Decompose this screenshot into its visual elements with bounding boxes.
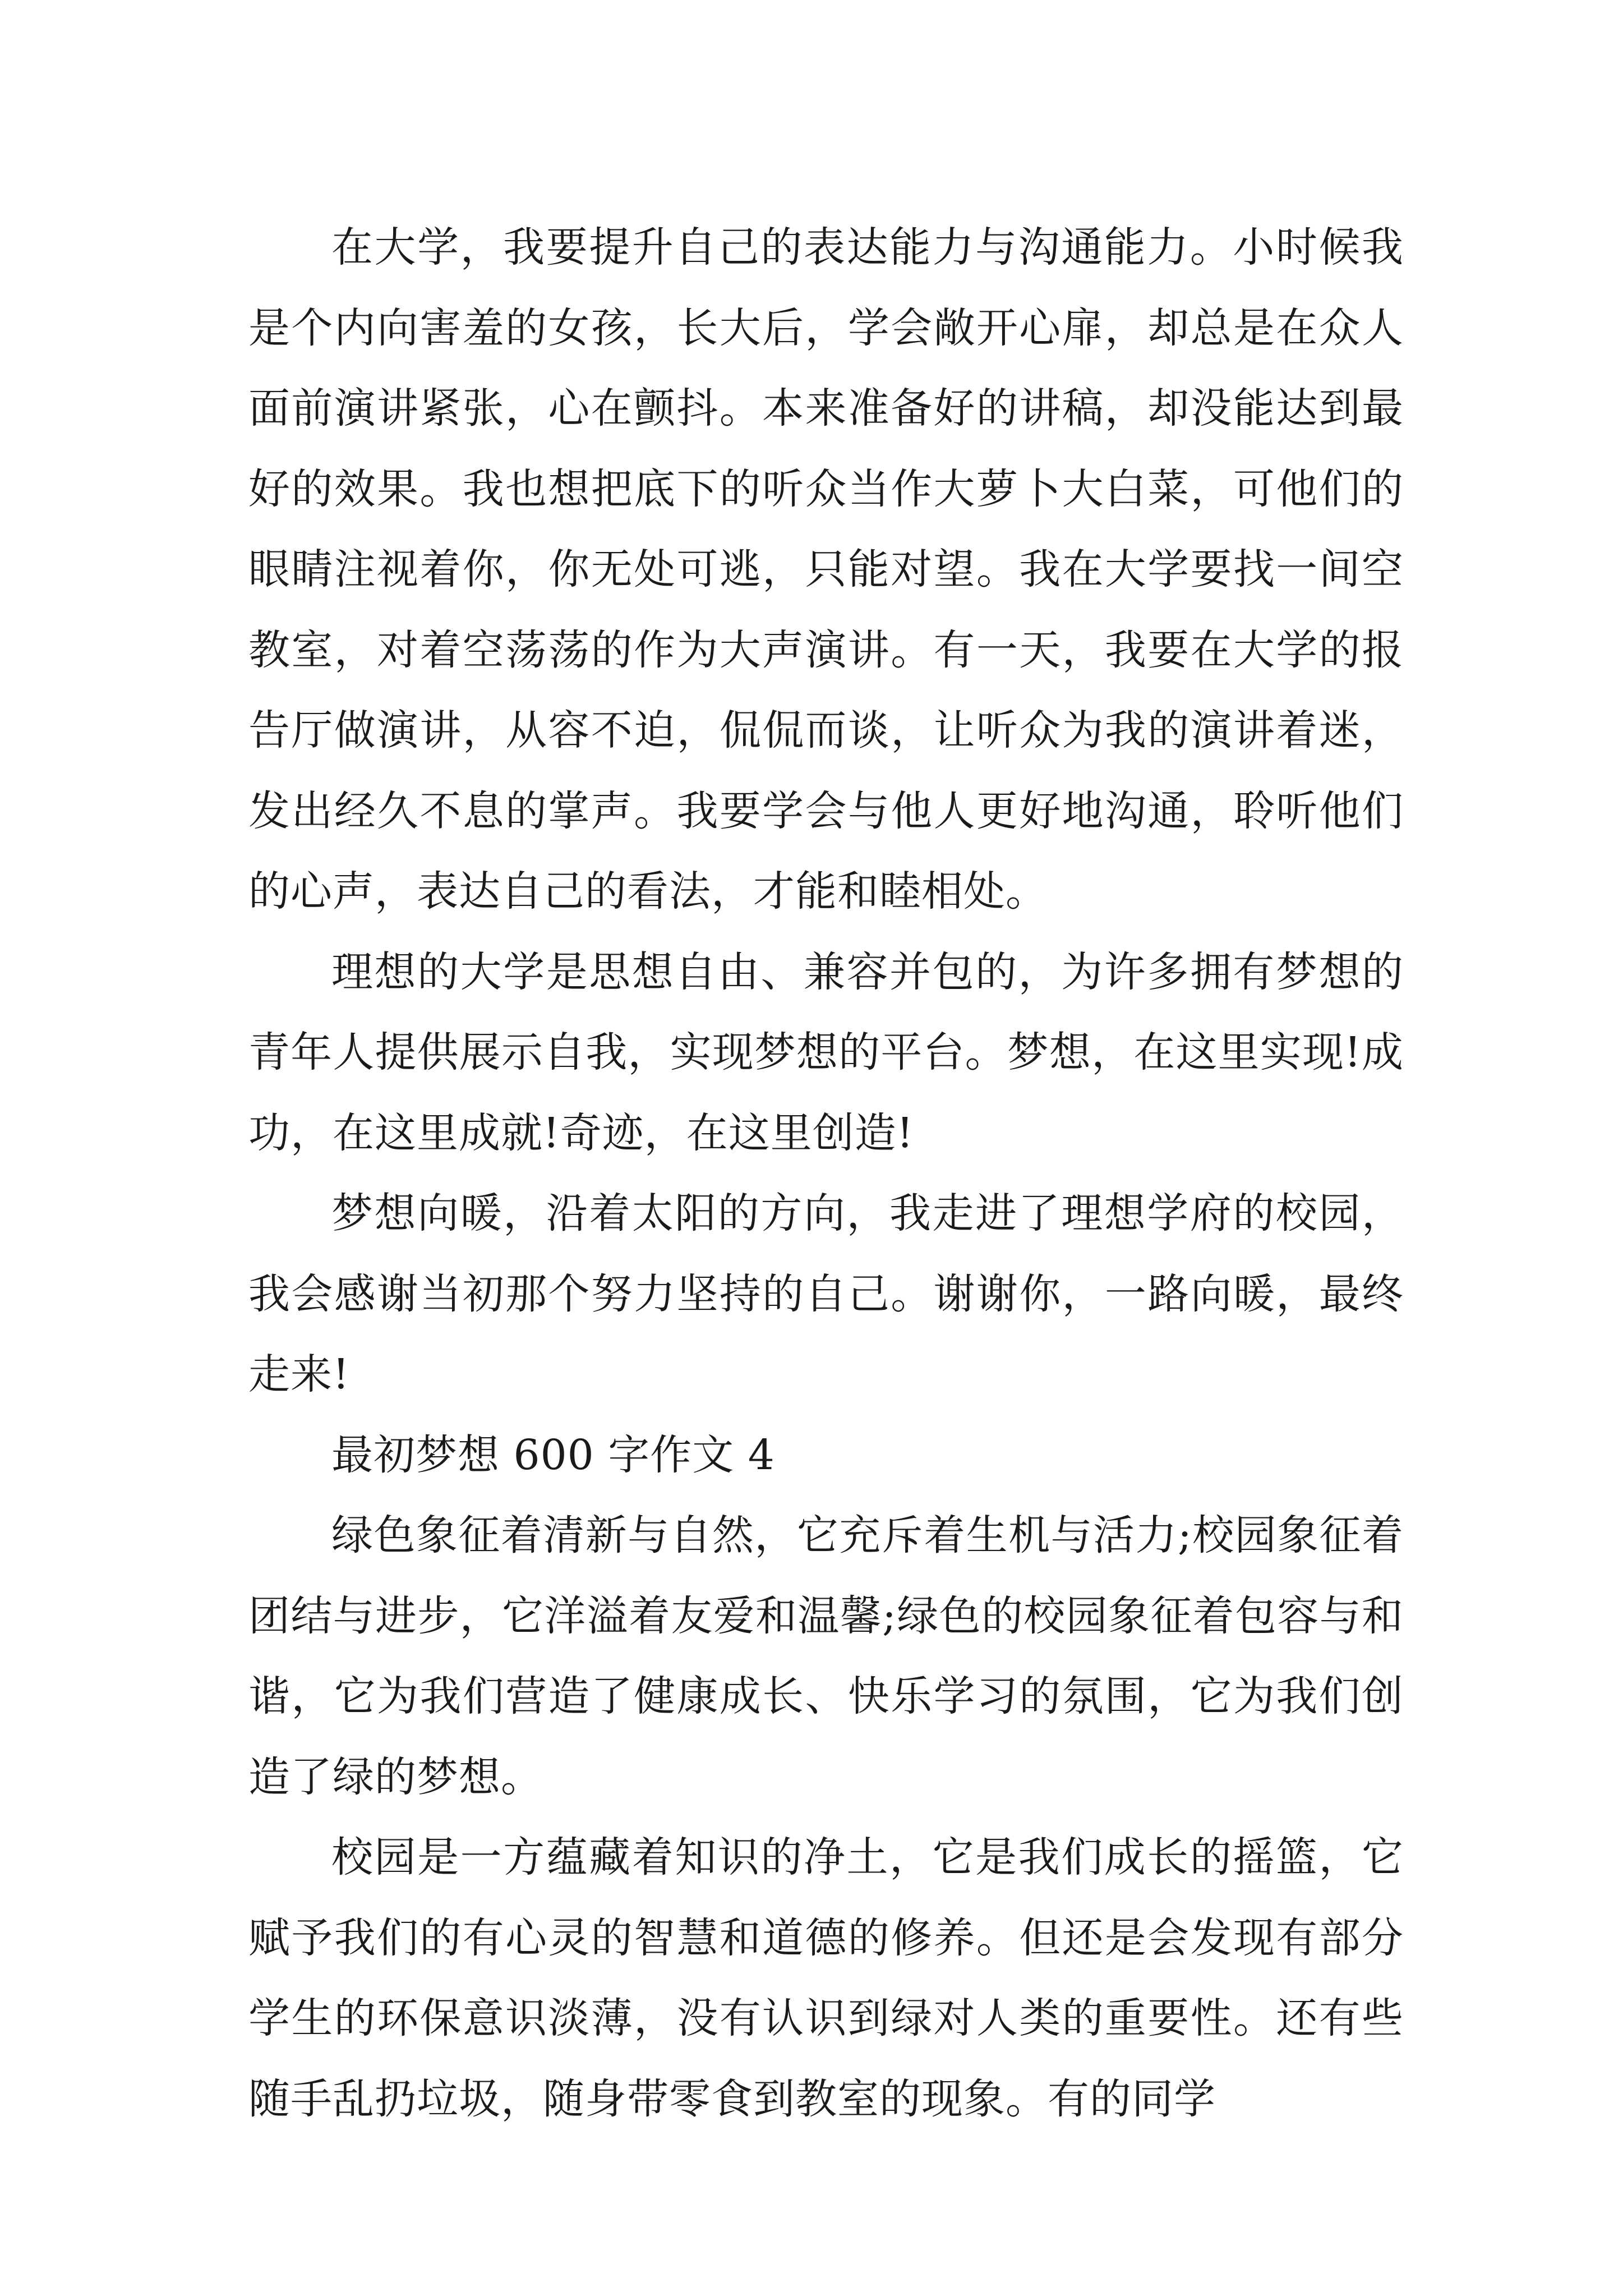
paragraph-campus-knowledge: 校园是一方蕴藏着知识的净土，它是我们成长的摇篮，它赋予我们的有心灵的智慧和道德的修养。但还是会发现有部分学生的环保意识淡薄，没有认识到绿对人类的重要性。还有些随手乱扔垃圾，随身带零食到教室的现象。有的同学 [248,1833,1404,2123]
paragraph-green-campus: 绿色象征着清新与自然，它充斥着生机与活力;校园象征着团结与进步，它洋溢着友爱和温馨;绿色的校园象征着包容与和谐，它为我们营造了健康成长、快乐学习的氛围，它为我们创造了绿的梦想。 [248,1511,1404,1801]
paragraph-ideal-university: 理想的大学是思想自由、兼容并包的，为许多拥有梦想的青年人提供展示自我，实现梦想的平台。梦想，在这里实现!成功，在这里成就!奇迹，在这里创造! [248,947,1404,1157]
paragraph-dream-warmth: 梦想向暖，沿着太阳的方向，我走进了理想学府的校园，我会感谢当初那个努力坚持的自己。谢谢你，一路向暖，最终走来! [248,1189,1404,1398]
paragraph-public-speaking: 在大学，我要提升自己的表达能力与沟通能力。小时候我是个内向害羞的女孩，长大后，学会敞开心扉，却总是在众人面前演讲紧张，心在颤抖。本来准备好的讲稿，却没能达到最好的效果。我也想把底下的听众当作大萝卜大白菜，可他们的眼睛注视着你，你无处可逃，只能对望。我在大学要找一间空教室，对着空荡荡的作为大声演讲。有一天，我要在大学的报告厅做演讲，从容不迫，侃侃而谈，让听众为我的演讲着迷，发出经久不息的掌声。我要学会与他人更好地沟通，聆听他们的心声，表达自己的看法，才能和睦相处。 [248,223,1404,915]
document-body [248,208,1404,2139]
section-title: 最初梦想 600 字作文 4 [331,1430,775,1479]
